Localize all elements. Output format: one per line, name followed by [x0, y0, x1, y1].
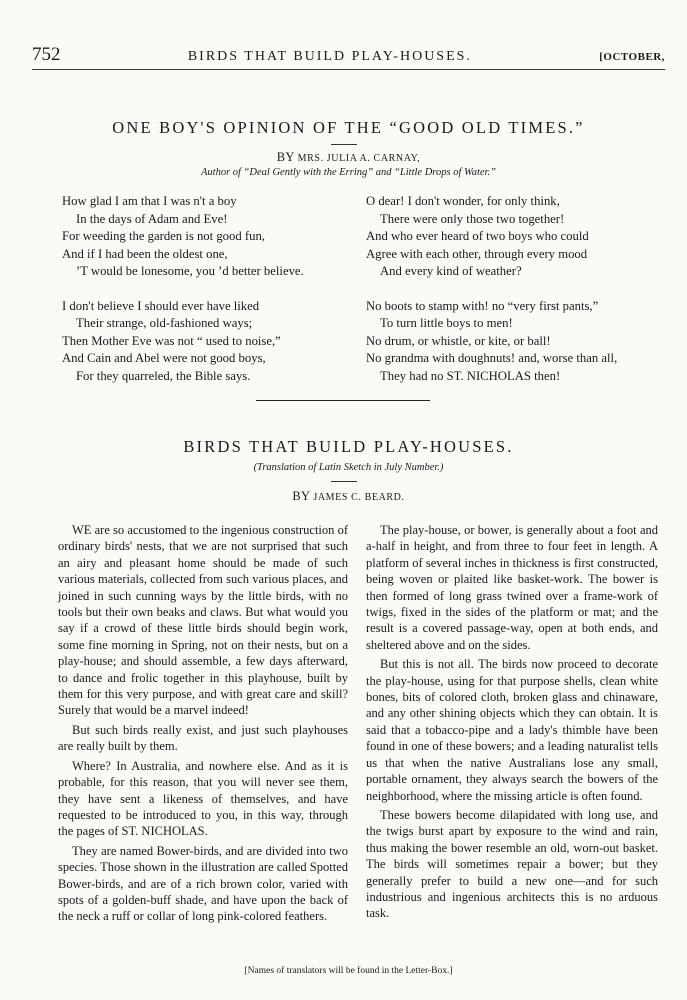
- article-left-column: [58, 522, 348, 928]
- running-head: [32, 44, 665, 66]
- running-month: [OCTOBER,: [599, 51, 665, 63]
- poem-line: And who ever heard of two boys who could: [366, 229, 589, 243]
- poem-stanza: [62, 298, 362, 386]
- article-title-rule: [331, 481, 357, 482]
- poem-line: And if I had been the oldest one,: [62, 246, 228, 261]
- article-paragraph: These bowers become dilapidated with long use, and the twigs burst apart by exposure to the wind and rain, thus making the bower resemble an old, worn-out basket. The birds will sometimes repair a bower; but they generally prefer to build a new one—and for such industrious and ingenious architects this is no arduous task.: [366, 807, 658, 921]
- poem-line: In the days of Adam and Eve!: [76, 211, 228, 226]
- poem-line: For weeding the garden is not good fun,: [62, 229, 265, 243]
- poem-line: O dear! I don't wonder, for only think,: [366, 194, 560, 208]
- poem-line: I don't believe I should ever have liked: [62, 298, 260, 313]
- poem-line: Their strange, old-fashioned ways;: [76, 316, 253, 330]
- poem-byline: [32, 150, 665, 165]
- poem-line: To turn little boys to men!: [380, 316, 513, 330]
- article-subtitle: (Translation of Latin Sketch in July Number.): [253, 462, 444, 473]
- poem-stanza: [366, 193, 666, 281]
- poem-line: There were only those two together!: [380, 211, 565, 226]
- page-number: 752: [32, 44, 61, 65]
- poem-author: MRS. JULIA A. CARNAY,: [297, 153, 421, 164]
- article-paragraph: But this is not all. The birds now proceed to decorate the play-house, using for that purpose shells, clean white bones, bits of colored cloth, broken glass and chinaware, and any other shining objects which they can obtain. It is said that a tobacco-pipe and a lady's thimble have been found in one of these bowers; and a leading naturalist tells us that when the native Australians lose any small, portable ornament, they always search the bowers of the neighborhood, where the missing article is often found.: [366, 657, 658, 803]
- poem-line: No boots to stamp with! no “very first pants,”: [366, 298, 599, 313]
- poem-line: And every kind of weather?: [380, 264, 522, 278]
- poem-stanza: [62, 193, 362, 281]
- poem-line: How glad I am that I was n't a boy: [62, 194, 237, 208]
- poem-title: ONE BOY'S OPINION OF THE “GOOD OLD TIMES.”: [112, 118, 585, 137]
- poem-line: For they quarreled, the Bible says.: [76, 368, 251, 383]
- article-byline: [32, 489, 665, 504]
- section-divider: [256, 400, 430, 401]
- poem-line: They had no ST. NICHOLAS then!: [380, 368, 561, 383]
- poem-left-column: [62, 193, 362, 402]
- article-paragraph: Where? In Australia, and nowhere else. And as it is probable, for this reason, that you will never see them, they have sent a likeness of themselves, and have requested to be introduced to you, in this way, through the pages of ST. NICHOLAS.: [58, 758, 348, 839]
- poem-author-note: Author of “Deal Gently with the Erring” and “Little Drops of Water.”: [201, 167, 496, 178]
- poem-right-column: [366, 193, 666, 402]
- poem-by-prefix: BY: [276, 150, 298, 164]
- poem-title-rule: [331, 144, 357, 145]
- article-paragraph: The play-house, or bower, is generally about a foot and a-half in height, and from three to four feet in length. A platform of several inches in thickness is first constructed, being woven or plaited like basket-work. The bower is then formed of long grass twined over a frame-work of twigs, fixed in the sides of the platform or mat; and the result is a covered passage-way, open at both ends, and sheltered above and on the sides.: [366, 523, 658, 652]
- poem-line: Agree with each other, through every mood: [366, 246, 588, 261]
- article-paragraph: WE are so accustomed to the ingenious construction of ordinary birds' nests, that we are not surprised that such an airy and pleasant home should be made of such various materials, collected from such various places, and joined in such cunning ways by the little birds, with no tools but their own beaks and claws. But what would you say if a crowd of these little birds should begin work, some fine morning in Spring, not on their nests, but on a play-house; and should assemble, a few days afterward, to dance and frolic together in this playhouse, built by them for this very purpose, and with great care and skill? Surely that would be a marvel indeed!: [58, 523, 348, 718]
- article-paragraph: They are named Bower-birds, and are divided into two species. Those shown in the illustration are called Spotted Bower-birds, and are of a rich brown color, varied with spots of a golden-buff shade, and have upon the back of the neck a ruff or collar of long pink-colored feathers.: [58, 843, 348, 924]
- running-title: BIRDS THAT BUILD PLAY-HOUSES.: [187, 49, 472, 64]
- poem-line: No grandma with doughnuts! and, worse than all,: [366, 351, 618, 365]
- header-rule: [32, 69, 665, 70]
- article-title: BIRDS THAT BUILD PLAY-HOUSES.: [183, 437, 514, 456]
- poem-line: Then Mother Eve was not “ used to noise,”: [62, 333, 281, 348]
- footnote: [Names of translators will be found in the Letter-Box.]: [244, 966, 453, 976]
- article-paragraph: But such birds really exist, and just such playhouses are really built by them.: [58, 722, 348, 754]
- poem-line: And Cain and Abel were not good boys,: [62, 351, 266, 365]
- article-by-prefix: BY: [292, 489, 314, 503]
- article-author: JAMES C. BEARD.: [313, 492, 405, 503]
- poem-line: No drum, or whistle, or kite, or ball!: [366, 333, 551, 348]
- poem-stanza: [366, 298, 666, 386]
- article-right-column: [366, 522, 658, 925]
- poem-line: ’T would be lonesome, you ’d better believe.: [76, 264, 304, 278]
